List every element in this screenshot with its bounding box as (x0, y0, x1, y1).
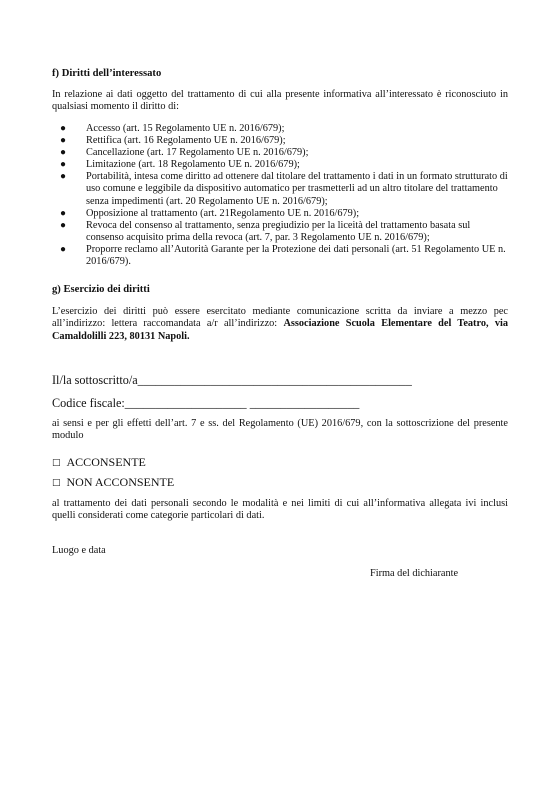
bullet-icon: ● (60, 123, 67, 134)
signer-field (52, 373, 412, 387)
checkbox-icon[interactable]: □ (52, 458, 61, 468)
list-item (52, 135, 508, 147)
signer-blank-line[interactable]: _____________________________________________ (137, 373, 412, 387)
list-item (52, 123, 508, 135)
section-f-intro: In relazione ai dati oggetto del trattamento di cui alla presente informativa all’interessato è riconosciuto in qualsiasi momento il diritto di: (52, 89, 508, 113)
rights-item-text: Revoca del consenso al trattamento, senza pregiudizio per la liceità del trattamento basata sul consenso acquisito prima della revoca (art. 7, par. 3 Regolamento UE n. 2016/679); (86, 219, 471, 243)
tax-code-label: Codice fiscale: (52, 396, 125, 410)
bullet-icon: ● (60, 159, 67, 171)
section-g-text: L’esercizio dei diritti può essere esercitato mediante comunicazione scritta da inviare a mezzo pec all’indirizzo: lettera raccomandata a/r all’indirizzo: (52, 306, 508, 330)
section-g-paragraph (52, 306, 508, 343)
signer-label: Il/la sottoscritto/a (52, 373, 138, 387)
rights-item-text: Rettifica (art. 16 Regolamento UE n. 2016/679); (86, 135, 286, 147)
bullet-icon: ● (60, 135, 67, 147)
final-statement: al trattamento dei dati personali secondo le modalità e nei limiti di cui all’informativa allegata ivi inclusi quelli considerati come categorie particolari di dati. (52, 498, 508, 522)
consent-statement: ai sensi e per gli effetti dell’art. 7 e ss. del Regolamento (UE) 2016/679, con la sottoscrizione del presente modulo (52, 418, 508, 442)
section-f-heading: f) Diritti dell’interessato (52, 68, 162, 79)
rights-item-text: Portabilità, intesa come diritto ad ottenere dal titolare del trattamento i dati in un formato strutturato di uso comune e leggibile da dispositivo automatico per trasmetterli ad un altro titolare del trattamento senza impedimenti (art. 20 Regolamento UE n. 2016/679); (86, 171, 508, 207)
list-item (52, 208, 508, 220)
no-consent-option-label: NON ACCONSENTE (66, 475, 175, 489)
bullet-icon: ● (60, 147, 67, 159)
bullet-icon: ● (60, 219, 67, 231)
rights-item-text: Proporre reclamo all’Autorità Garante per la Protezione dei dati personali (art. 51 Regolamento UE n. 2016/679). (86, 243, 506, 268)
bullet-icon: ● (60, 243, 67, 255)
rights-list (52, 123, 508, 268)
no-consent-option[interactable] (52, 475, 174, 490)
rights-item-text: Cancellazione (art. 17 Regolamento UE n. 2016/679); (86, 147, 309, 159)
section-g-heading: g) Esercizio dei diritti (52, 284, 150, 295)
tax-code-field (52, 396, 359, 410)
signature-label: Firma del dichiarante (370, 568, 459, 579)
rights-item-text: Limitazione (art. 18 Regolamento UE n. 2016/679); (86, 159, 300, 171)
list-item (52, 244, 508, 268)
place-date-label: Luogo e data (52, 545, 106, 556)
bullet-icon: ● (60, 207, 67, 219)
consent-option[interactable] (52, 455, 146, 470)
list-item (52, 147, 508, 159)
consent-option-label: ACCONSENTE (66, 455, 146, 469)
list-item (52, 159, 508, 171)
list-item (52, 220, 508, 244)
checkbox-icon[interactable]: □ (52, 478, 61, 488)
association-address: Associazione Scuola Elementare del Teatro, via Camaldolilli 223, 80131 Napoli. (52, 318, 509, 342)
list-item (52, 171, 508, 207)
rights-item-text: Accesso (art. 15 Regolamento UE n. 2016/679); (86, 123, 285, 134)
tax-code-blank-line[interactable]: ____________________ __________________ (124, 396, 360, 410)
bullet-icon: ● (60, 171, 67, 183)
rights-item-text: Opposizione al trattamento (art. 21Regolamento UE n. 2016/679); (86, 207, 360, 219)
